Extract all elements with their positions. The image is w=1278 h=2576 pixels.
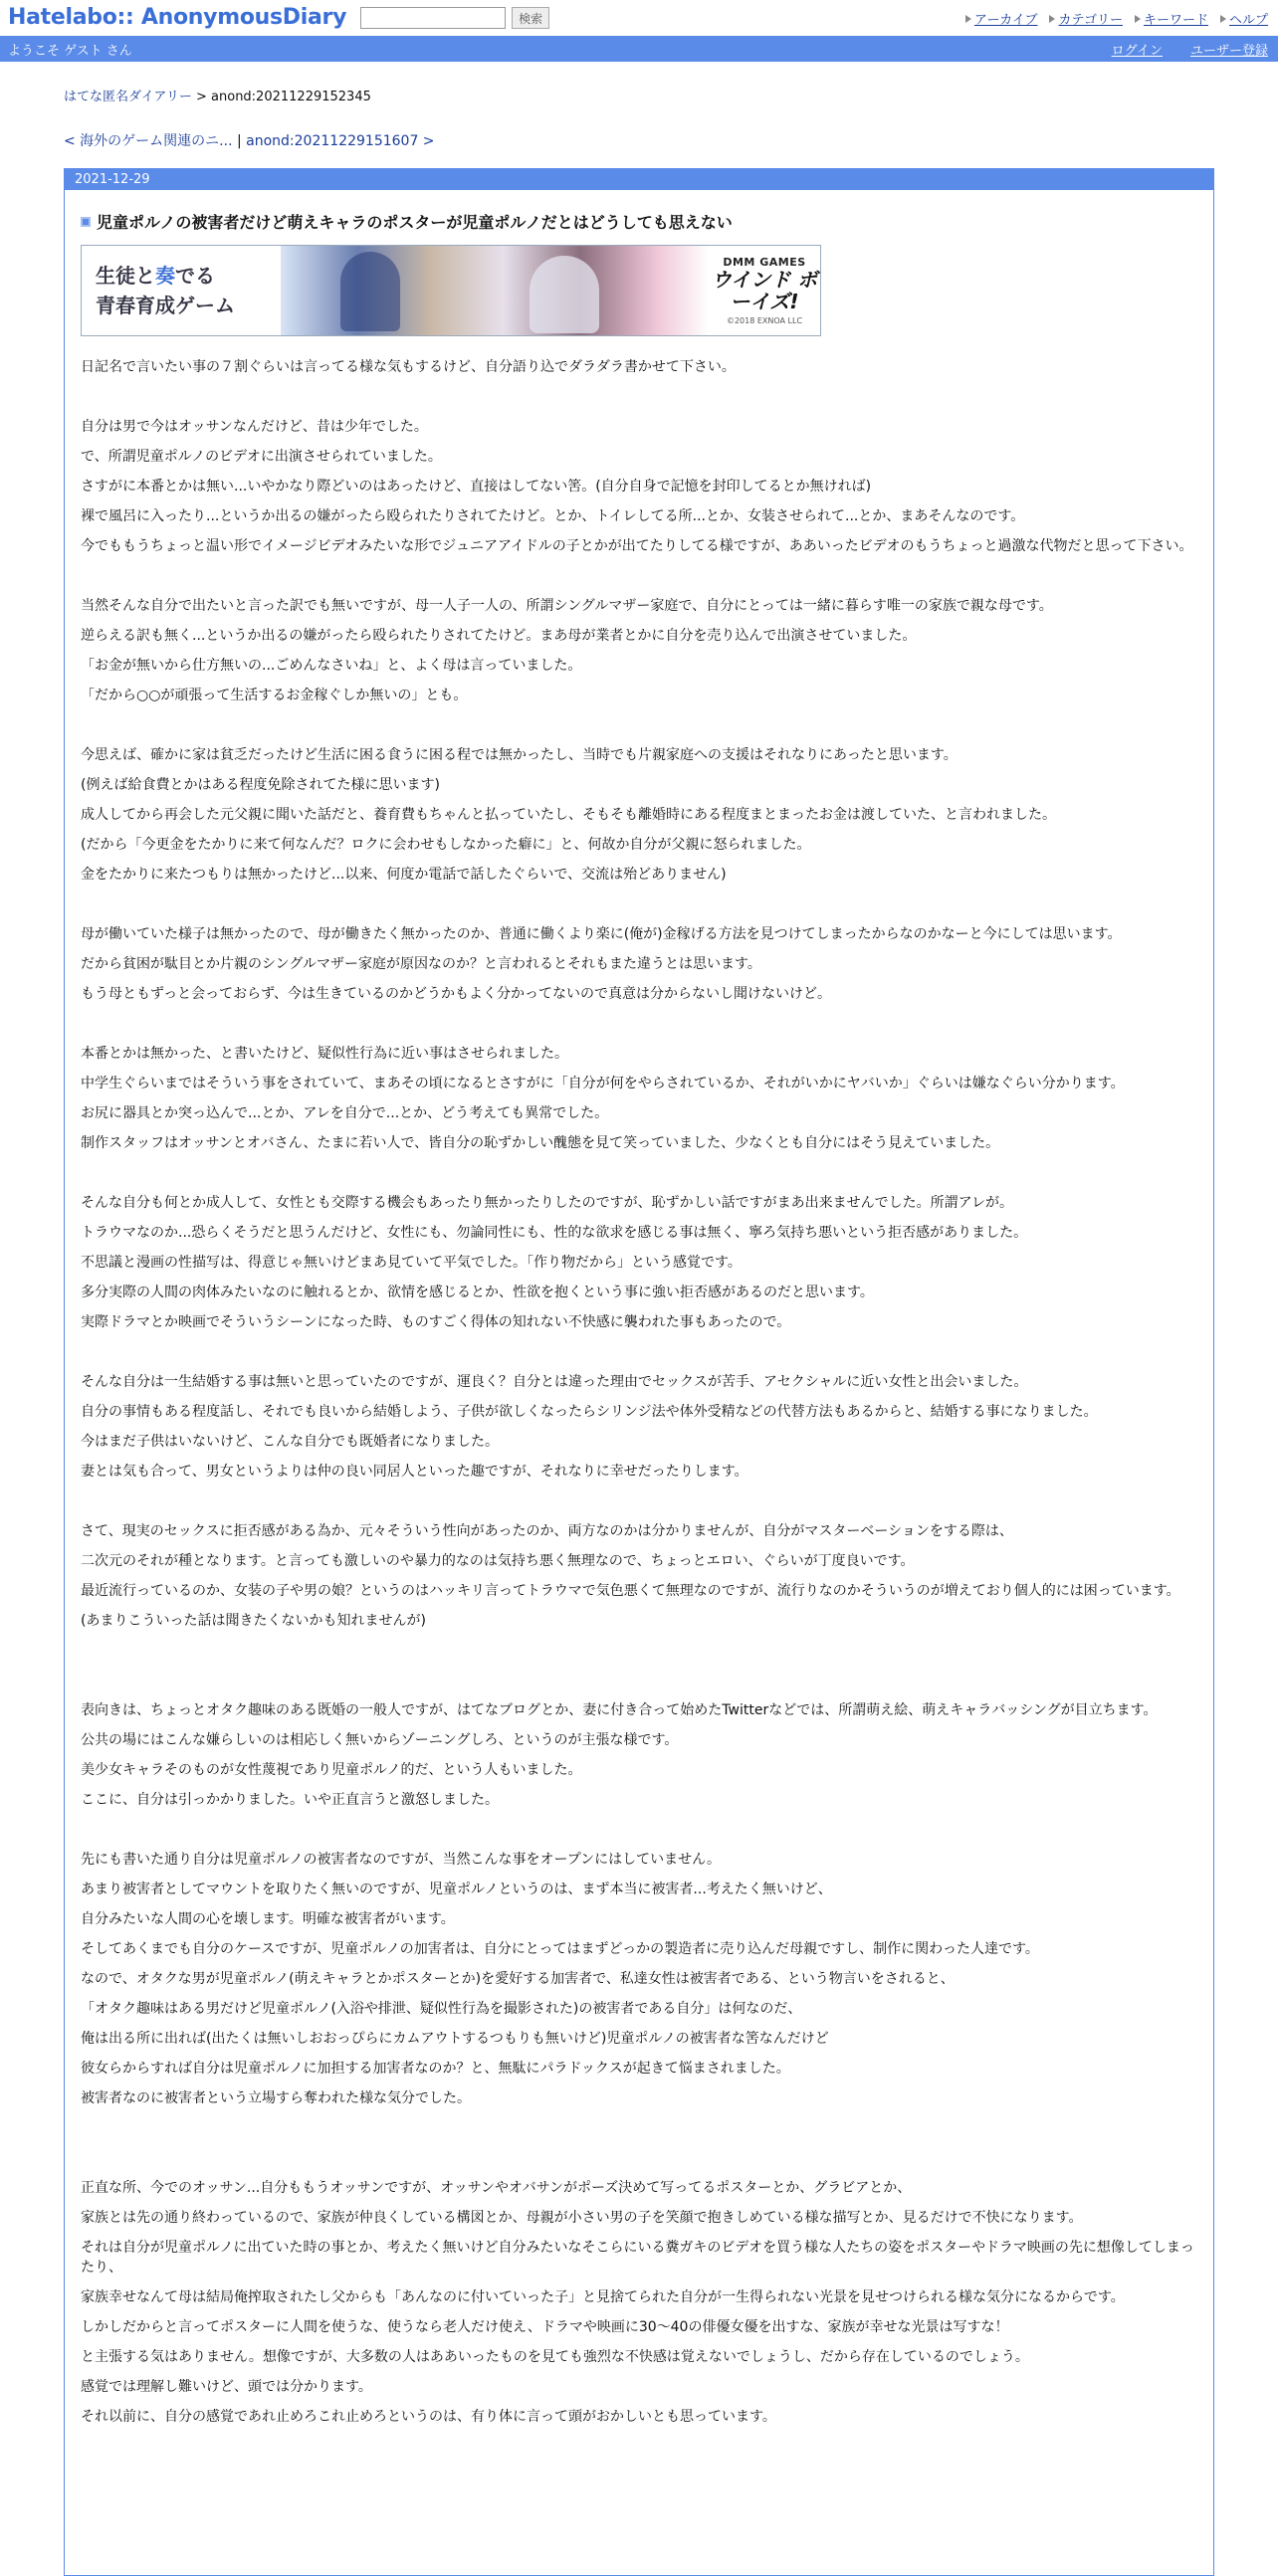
banner-copy (82, 246, 281, 335)
body-paragraph: 俺は出る所に出れば(出たくは無いしおおっぴらにカムアウトするつもりも無いけど)児童ポルノの被害者な筈なんだけど (81, 2031, 829, 2047)
body-paragraph: しかしだからと言ってポスターに人間を使うな、使うなら老人だけ使え、ドラマや映画に30～40の俳優女優を出すな、家族が幸せな光景は写すな！ (81, 2319, 1009, 2335)
body-paragraph: 正直な所、今でのオッサン...自分ももうオッサンですが、オッサンやオバサンがポーズ決めて写ってるポスターとか、グラビアとか、 (81, 2180, 912, 2196)
login-link[interactable]: ログイン (1111, 43, 1163, 59)
body-paragraph: 自分の事情もある程度話し、それでも良いから結婚しよう、子供が欲しくなったらシリンジ法や体外受精などの代替方法もあるからと、結婚する事になりました。 (81, 1404, 1098, 1420)
body-paragraph: (だから「今更金をたかりに来て何なんだ？ロクに会わせもしなかった癖に」と、何故か自分が父親に怒られました。 (81, 837, 811, 853)
blank-line (81, 1158, 1195, 1188)
body-paragraph: 表向きは、ちょっとオタク趣味のある既婚の一般人ですが、はてなブログとか、妻に付き合って始めたTwitterなどでは、所謂萌え絵、萌えキャラバッシングが目立ちます。 (81, 1702, 1158, 1718)
body-paragraph: 実際ドラマとか映画でそういうシーンになった時、ものすごく得体の知れない不快感に襲われた事もあったので。 (81, 1314, 791, 1330)
banner-text-1c: でる (175, 264, 215, 288)
breadcrumb (64, 86, 1278, 104)
blank-line (81, 1486, 1195, 1516)
body-paragraph: 公共の場にはこんな嫌らしいのは相応しく無いからゾーニングしろ、というのが主張な様です。 (81, 1732, 679, 1748)
breadcrumb-root-link[interactable]: はてな匿名ダイアリー (64, 90, 192, 104)
body-paragraph: 日記名で言いたい事の７割ぐらいは言ってる様な気もするけど、自分語り込でダラダラ書かせて下さい。 (81, 359, 736, 375)
body-paragraph: 家族幸せなんて母は結局俺搾取されたし父からも「あんなのに付いていった子」と見捨てられた自分が一生得られない光景を見せつけられる様な気分になるからです。 (81, 2289, 1125, 2305)
prev-entry-link[interactable]: < 海外のゲーム関連のニ... (64, 133, 233, 149)
triangle-icon (1220, 15, 1226, 23)
entry-section (65, 190, 1213, 2432)
body-paragraph: 感覚では理解し難いけど、頭では分かります。 (81, 2379, 372, 2395)
body-paragraph: 彼女らからすれば自分は児童ポルノに加担する加害者なのか？と、無駄にパラドックスが起きて悩まされました。 (81, 2061, 790, 2077)
body-paragraph: さすがに本番とかは無い...いやかなり際どいのはあったけど、直接はしてない筈。(自分自身で記憶を封印してるとか無ければ) (81, 479, 872, 495)
body-paragraph: 成人してから再会した元父親に聞いた話だと、養育費もちゃんと払っていたし、そもそも離婚時にある程度まとまったお金は渡していた、と言われました。 (81, 807, 1056, 823)
body-paragraph: 「だから○○が頑張って生活するお金稼ぐしか無いの」とも。 (81, 688, 468, 703)
day-date: 2021-12-29 (65, 168, 1213, 190)
blank-line (81, 1337, 1195, 1367)
body-paragraph: そしてあくまでも自分のケースですが、児童ポルノの加害者は、自分にとってはまずどっかの製造者に売り込んだ母親ですし、制作に関わった人達です。 (81, 1941, 1039, 1957)
header-nav (965, 9, 1268, 28)
body-paragraph: 二次元のそれが種となります。と言っても激しいのや暴力的なのは気持ち悪く無理なので、ちょっとエロい、ぐらいが丁度良いです。 (81, 1553, 915, 1569)
search-button[interactable]: 検索 (512, 7, 549, 29)
body-paragraph: 被害者なのに被害者という立場すら奪われた様な気分でした。 (81, 2090, 471, 2106)
search-input[interactable] (360, 7, 506, 29)
body-paragraph: 今思えば、確かに家は貧乏だったけど生活に困る食うに困る程では無かったし、当時でも片親家庭への支援はそれなりにあったと思います。 (81, 747, 958, 763)
account-links (1112, 36, 1268, 62)
body-paragraph: 妻とは気も合って、男女というよりは仲の良い同居人といった趣ですが、それなりに幸せだったりします。 (81, 1464, 748, 1480)
nav-category-link[interactable]: カテゴリー (1049, 9, 1122, 28)
body-paragraph: 本番とかは無かった、と書いたけど、疑似性行為に近い事はさせられました。 (81, 1046, 568, 1062)
body-paragraph: 裸で風呂に入ったり...というか出るの嫌がったら殴られたりされてたけど。とか、トイレしてる所...とか、女装させられて...とか、まあそんなのです。 (81, 508, 1025, 524)
blank-line (81, 382, 1195, 412)
body-paragraph: なので、オタクな男が児童ポルノ(萌えキャラとかポスターとか)を愛好する加害者で、私達女性は被害者である、という物言いをされると、 (81, 1971, 955, 1987)
day-section (64, 168, 1214, 2576)
blank-line (81, 1009, 1195, 1039)
body-paragraph: もう母ともずっと会っておらず、今は生きているのかどうかもよく分かってないので真意は分からないし聞けないけど。 (81, 986, 832, 1002)
banner-text-1b: 奏 (155, 264, 175, 288)
blank-line (81, 1815, 1195, 1845)
banner-text-2: 青春育成ゲーム (96, 294, 235, 317)
body-paragraph: 金をたかりに来たつもりは無かったけど...以来、何度か電話で話したぐらいで、交流は殆どありません) (81, 867, 727, 883)
body-paragraph: (あまりこういった話は聞きたくないかも知れませんが) (81, 1613, 426, 1629)
triangle-icon (1049, 15, 1055, 23)
pager-separator: | (236, 133, 242, 149)
entry-title-text: 児童ポルノの被害者だけど萌えキャラのポスターが児童ポルノだとはどうしても思えない (97, 213, 733, 232)
next-entry-link[interactable]: anond:20211229151607 > (246, 133, 435, 149)
body-paragraph: 不思議と漫画の性描写は、得意じゃ無いけどまあ見ていて平気でした。「作り物だから」という感覚です。 (81, 1255, 742, 1271)
breadcrumb-separator: > (195, 90, 207, 104)
body-paragraph: そんな自分も何とか成人して、女性とも交際する機会もあったり無かったりしたのですが、恥ずかしい話ですがまあ出来ませんでした。所謂アレが。 (81, 1195, 1014, 1211)
body-paragraph: そんな自分は一生結婚する事は無いと思っていたのですが、運良く？自分とは違った理由でセックスが苦手、アセクシャルに近い女性と出会いました。 (81, 1374, 1028, 1390)
entry-title (81, 210, 1195, 233)
body-paragraph: 逆らえる訳も無く...というか出るの嫌がったら殴られたりされてたけど。まあ母が業者とかに自分を売り込んで出演させていました。 (81, 628, 917, 644)
blank-line (81, 1636, 1195, 1695)
body-paragraph: 今でももうちょっと温い形でイメージビデオみたいな形でジュニアアイドルの子とかが出てたりしてる様ですが、ああいったビデオのもうちょっと過激な代物だと思って下さい。 (81, 538, 1193, 554)
body-paragraph: 多分実際の人間の肉体みたいなのに触れるとか、欲情を感じるとか、性欲を抱くという事に強い拒否感があるのだと思います。 (81, 1285, 874, 1300)
body-paragraph: 自分みたいな人間の心を壊します。明確な被害者がいます。 (81, 1911, 455, 1927)
body-paragraph: 自分は男で今はオッサンなんだけど、昔は少年でした。 (81, 419, 428, 435)
body-paragraph: それ以前に、自分の感覚であれ止めろこれ止めろというのは、有り体に言って頭がおかしいとも思っています。 (81, 2409, 776, 2425)
body-paragraph: (例えば給食費とかはある程度免除されてた様に思います) (81, 777, 440, 793)
banner-text-1a: 生徒と (96, 264, 155, 288)
breadcrumb-current: anond:20211229152345 (211, 90, 371, 104)
body-paragraph: 最近流行っているのか、女装の子や男の娘？というのはハッキリ言ってトラウマで気色悪くて無理なのですが、流行りなのかそういうのが増えており個人的には困っています。 (81, 1583, 1180, 1599)
blank-line (81, 2113, 1195, 2173)
entry-body (81, 352, 1195, 2432)
body-paragraph: それは自分が児童ポルノに出ていた時の事とか、考えたく無いけど自分みたいなそこらにいる糞ガキのビデオを買う様な人たちの姿をポスターやドラマ映画の先に想像してしまったり、 (81, 2240, 1194, 2276)
register-link[interactable]: ユーザー登録 (1189, 43, 1268, 59)
nav-archive-link[interactable]: アーカイブ (965, 9, 1038, 28)
body-paragraph: 当然そんな自分で出たいと言った訳でも無いですが、母一人子一人の、所謂シングルマザー家庭で、自分にとっては一緒に暮らす唯一の家族で親な母です。 (81, 598, 1053, 614)
banner-brand (709, 246, 820, 335)
pager (64, 130, 1278, 150)
body-paragraph: さて、現実のセックスに拒否感がある為か、元々そういう性向があったのか、両方なのかは分かりませんが、自分がマスターベーションをする際は、 (81, 1523, 1013, 1539)
body-paragraph: と主張する気はありません。想像ですが、大多数の人はああいったものを見ても強烈な不快感は覚えないでしょうし、だから存在しているのでしょう。 (81, 2349, 1029, 2365)
welcome-bar (0, 36, 1278, 62)
nav-keyword-link[interactable]: キーワード (1135, 9, 1208, 28)
body-paragraph: あまり被害者としてマウントを取りたく無いのですが、児童ポルノというのは、まず本当に被害者...考えたく無いけど、 (81, 1882, 832, 1897)
welcome-text: ようこそ ゲスト さん (8, 43, 132, 59)
banner-copyright: ©2018 EXNOA LLC (726, 316, 803, 325)
body-paragraph: 「お金が無いから仕方無いの...ごめんなさいね」と、よく母は言っていました。 (81, 658, 582, 674)
banner-brand-name: DMM GAMES (723, 256, 806, 269)
body-paragraph: 先にも書いた通り自分は児童ポルノの被害者なのですが、当然こんな事をオープンにはしていません。 (81, 1852, 722, 1868)
banner-game-logo: ウインド ボーイズ! (711, 268, 818, 313)
triangle-icon (965, 15, 971, 23)
body-paragraph: 今はまだ子供はいないけど、こんな自分でも既婚者になりました。 (81, 1434, 499, 1450)
body-paragraph: お尻に器具とか突っ込んで...とか、アレを自分で...とか、どう考えても異常でした。 (81, 1105, 609, 1121)
blank-line (81, 710, 1195, 740)
body-paragraph: 「オタク趣味はある男だけど児童ポルノ(入浴や排泄、疑似性行為を撮影された)の被害者である自分」は何なのだ、 (81, 2001, 802, 2017)
body-paragraph: で、所謂児童ポルノのビデオに出演させられていました。 (81, 449, 442, 465)
site-logo[interactable]: Hatelabo:: AnonymousDiary (8, 5, 347, 30)
body-paragraph: 家族とは先の通り終わっているので、家族が仲良くしている構図とか、母親が小さい男の子を笑顔で抱きしめている様な描写とか、見るだけで不快になります。 (81, 2210, 1083, 2226)
body-paragraph: 美少女キャラそのものが女性蔑視であり児童ポルノ的だ、という人もいました。 (81, 1762, 582, 1778)
body-paragraph: だから貧困が駄目とか片親のシングルマザー家庭が原因なのか？と言われるとそれもまた違うとは思います。 (81, 956, 761, 972)
body-paragraph: ここに、自分は引っかかりました。いや正直言うと激怒しました。 (81, 1792, 499, 1808)
body-paragraph: 制作スタッフはオッサンとオバさん、たまに若い人で、皆自分の恥ずかしい醜態を見て笑っていました、少なくとも自分にはそう見えていました。 (81, 1135, 1000, 1151)
body-paragraph: 中学生ぐらいまではそういう事をされていて、まあその頃になるとさすがに「自分が何をやらされているか、それがいかにヤバいか」ぐらいは嫌なぐらい分かります。 (81, 1076, 1125, 1091)
site-header (0, 0, 1278, 36)
ad-banner[interactable] (81, 245, 821, 336)
blank-line (81, 890, 1195, 919)
nav-help-link[interactable]: ヘルプ (1220, 9, 1268, 28)
square-bullet-icon[interactable] (81, 217, 91, 227)
blank-line (81, 561, 1195, 591)
body-paragraph: 母が働いていた様子は無かったので、母が働きたく無かったのか、普通に働くより楽に(俺が)金稼げる方法を見つけてしまったからなのかなーと今にしては思います。 (81, 926, 1122, 942)
body-paragraph: トラウマなのか...恐らくそうだと思うんだけど、女性にも、勿論同性にも、性的な欲求を感じる事は無く、寧ろ気持ち悪いという拒否感がありました。 (81, 1225, 1028, 1241)
banner-illustration (281, 246, 709, 335)
triangle-icon (1135, 15, 1141, 23)
